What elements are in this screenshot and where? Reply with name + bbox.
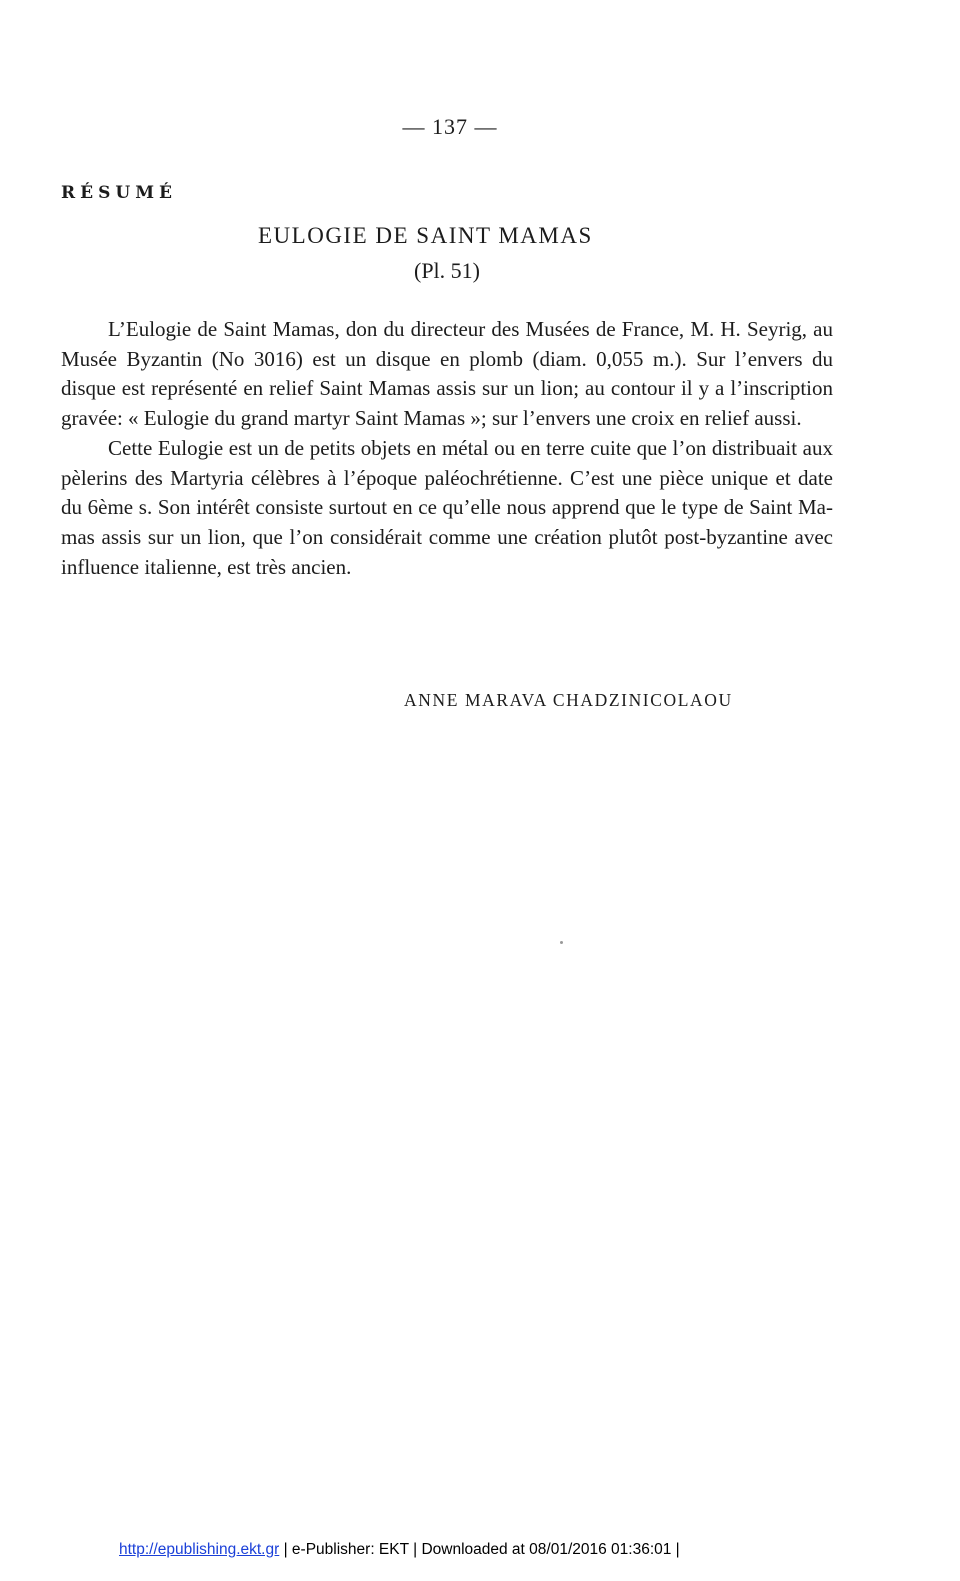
article-body (61, 315, 833, 582)
scan-speck (560, 941, 563, 944)
author-signature: ANNE MARAVA CHADZINICOLAOU (404, 690, 733, 710)
section-heading: RÉSUMÉ (61, 183, 177, 203)
source-link[interactable]: http://epublishing.ekt.gr (119, 1541, 280, 1558)
plate-reference: (Pl. 51) (414, 258, 480, 283)
article-title: EULOGIE DE SAINT MAMAS (258, 223, 593, 248)
paragraph-1: L’Eulogie de Saint Mamas, don du directeur des Musées de France, M. H. Seyrig, au Musée Byzantin (No 3016) est un disque en plomb (diam. 0,055 m.). Sur l’envers du disque est représenté en relief Saint Mamas assis sur un lion; au contour il y a l’inscription gravée: « Eulogie du grand martyr Saint Mamas »; sur l’envers une croix en relief aussi. (61, 317, 833, 431)
download-footer (119, 1541, 680, 1559)
paragraph-2: Cette Eulogie est un de petits objets en métal ou en terre cuite que l’on distribuait aux pèlerins des Martyria célèbres à l’époque paléochrétienne. C’est une pièce unique et date du 6ème s. Son intérêt consiste surtout en ce qu’elle nous apprend que le type de Saint Mamas assis sur un lion, que l’on considérait comme une création plutôt post-byzantine avec influence italienne, est très ancien. (61, 435, 833, 579)
page-number: — 137 — (402, 114, 498, 139)
footer-text: | e-Publisher: EKT | Downloaded at 08/01/2016 01:36:01 | (279, 1541, 680, 1558)
